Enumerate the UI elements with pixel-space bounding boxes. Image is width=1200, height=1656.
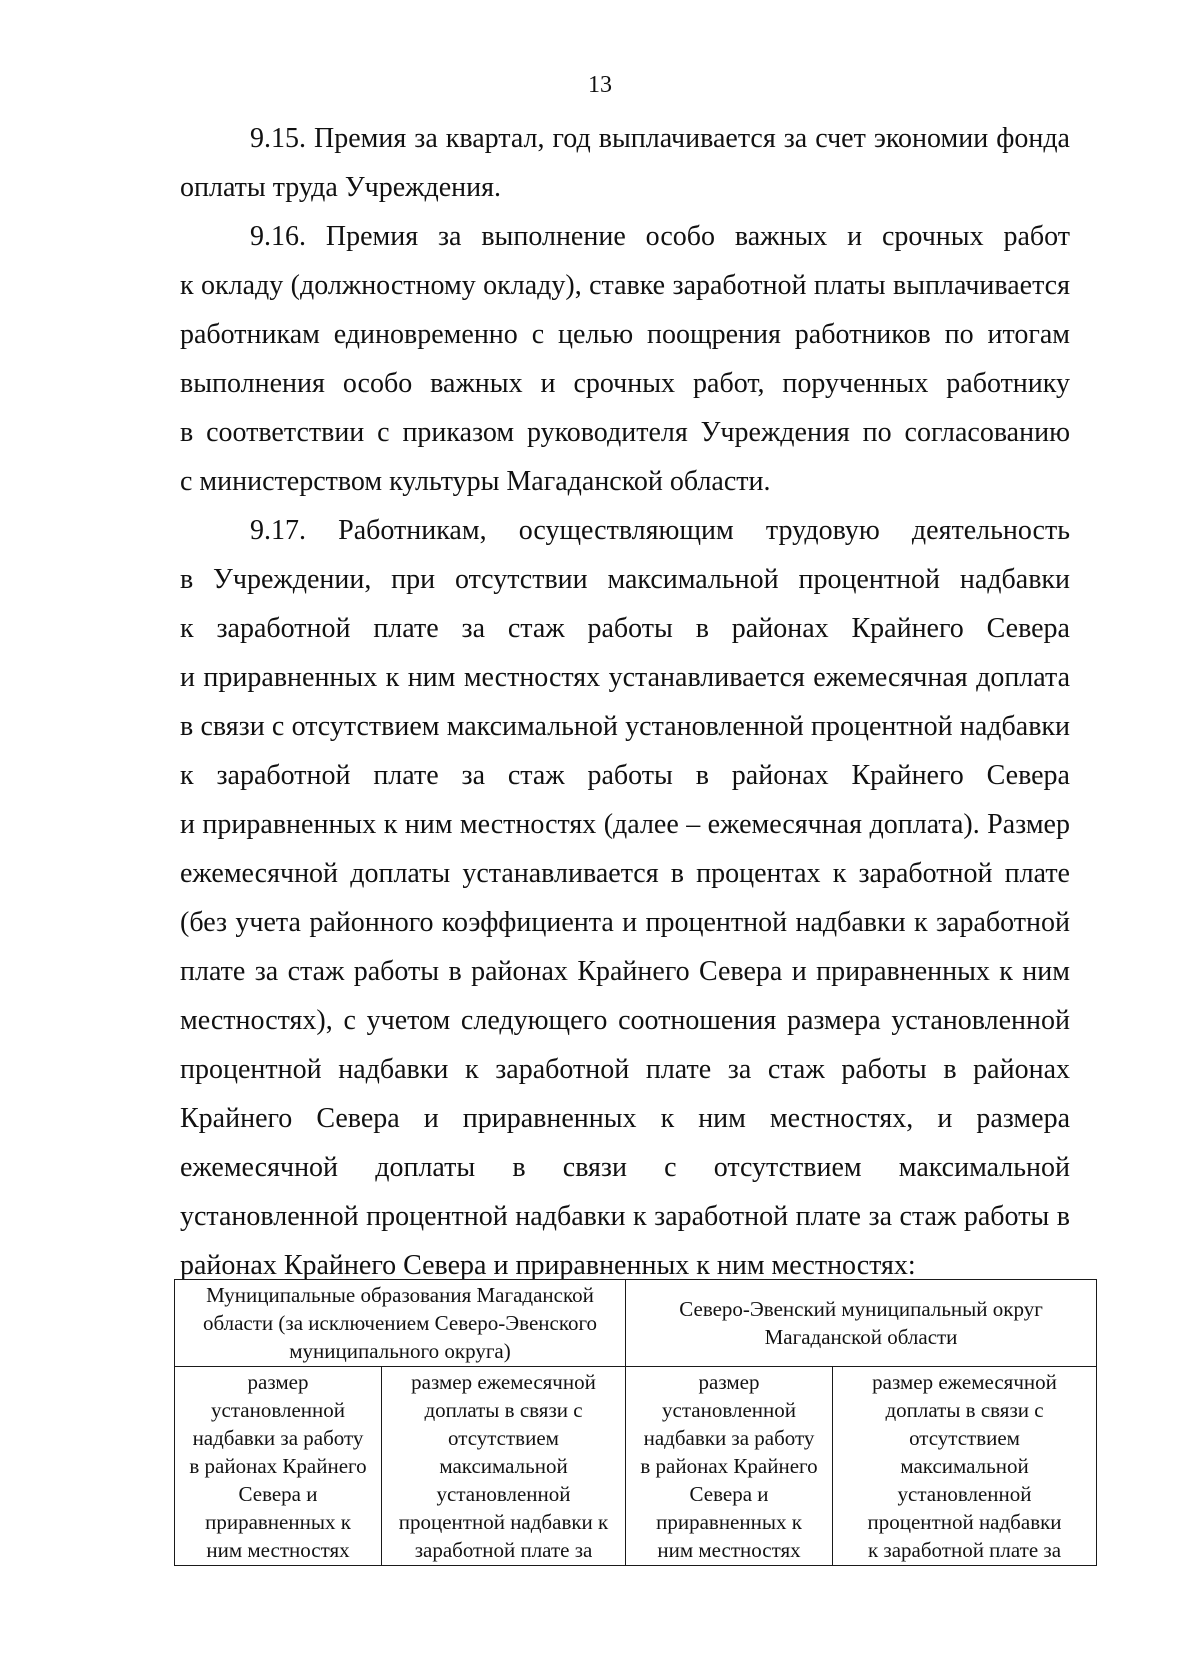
table-group-header: Северо-Эвенский муниципальный округ Магаданской области — [626, 1280, 1097, 1367]
text-line: (без учета районного коэффициента и процентной надбавки к заработной — [180, 907, 1070, 938]
text-line: с министерством культуры Магаданской области. — [180, 466, 771, 497]
text-line: 9.16. Премия за выполнение особо важных и срочных работ — [250, 221, 1070, 252]
allowance-table-grid — [174, 1279, 1097, 1566]
text-line: районах Крайнего Севера и приравненных к ним местностях: — [180, 1250, 916, 1281]
page-number: 13 — [588, 72, 612, 98]
text-line: в связи с отсутствием максимальной установленной процентной надбавки — [180, 711, 1070, 742]
table-row — [175, 1367, 1097, 1566]
text-line: выполнения особо важных и срочных работ, порученных работнику — [180, 368, 1070, 399]
allowance-table — [174, 1279, 1096, 1566]
text-line: установленной процентной надбавки к заработной плате за стаж работы в — [180, 1201, 1070, 1232]
table-header-row — [175, 1280, 1097, 1367]
table-group-header: Муниципальные образования Магаданской области (за исключением Северо-Эвенского муниципального округа) — [175, 1280, 626, 1367]
text-line: ежемесячной доплаты устанавливается в процентах к заработной плате — [180, 858, 1070, 889]
text-line: к заработной плате за стаж работы в районах Крайнего Севера — [180, 613, 1070, 644]
table-cell: размер установленной надбавки за работу в районах Крайнего Севера и приравненных к ним местностях — [175, 1367, 382, 1566]
text-line: и приравненных к ним местностях устанавливается ежемесячная доплата — [180, 662, 1070, 693]
text-line: в соответствии с приказом руководителя Учреждения по согласованию — [180, 417, 1070, 448]
text-line: к окладу (должностному окладу), ставке заработной платы выплачивается — [180, 270, 1070, 301]
text-line: работникам единовременно с целью поощрения работников по итогам — [180, 319, 1070, 350]
text-line: в Учреждении, при отсутствии максимальной процентной надбавки — [180, 564, 1070, 595]
text-line: процентной надбавки к заработной плате за стаж работы в районах — [180, 1054, 1070, 1085]
text-line: ежемесячной доплаты в связи с отсутствием максимальной — [180, 1152, 1070, 1183]
text-line: плате за стаж работы в районах Крайнего Севера и приравненных к ним — [180, 956, 1070, 987]
text-line: Крайнего Севера и приравненных к ним местностях, и размера — [180, 1103, 1070, 1134]
table-cell: размер установленной надбавки за работу в районах Крайнего Севера и приравненных к ним местностях — [626, 1367, 833, 1566]
text-line: к заработной плате за стаж работы в районах Крайнего Севера — [180, 760, 1070, 791]
table-cell: размер ежемесячной доплаты в связи с отсутствием максимальной установленной процентной надбавки к заработной плате за — [382, 1367, 626, 1566]
text-line: и приравненных к ним местностях (далее – ежемесячная доплата). Размер — [180, 809, 1070, 840]
text-line: 9.17. Работникам, осуществляющим трудовую деятельность — [250, 515, 1070, 546]
table-cell: размер ежемесячной доплаты в связи с отсутствием максимальной установленной процентной надбавки к заработной плате за — [833, 1367, 1097, 1566]
text-line: оплаты труда Учреждения. — [180, 172, 502, 203]
text-line: местностях), с учетом следующего соотношения размера установленной — [180, 1005, 1070, 1036]
text-line: 9.15. Премия за квартал, год выплачивается за счет экономии фонда — [250, 123, 1070, 154]
